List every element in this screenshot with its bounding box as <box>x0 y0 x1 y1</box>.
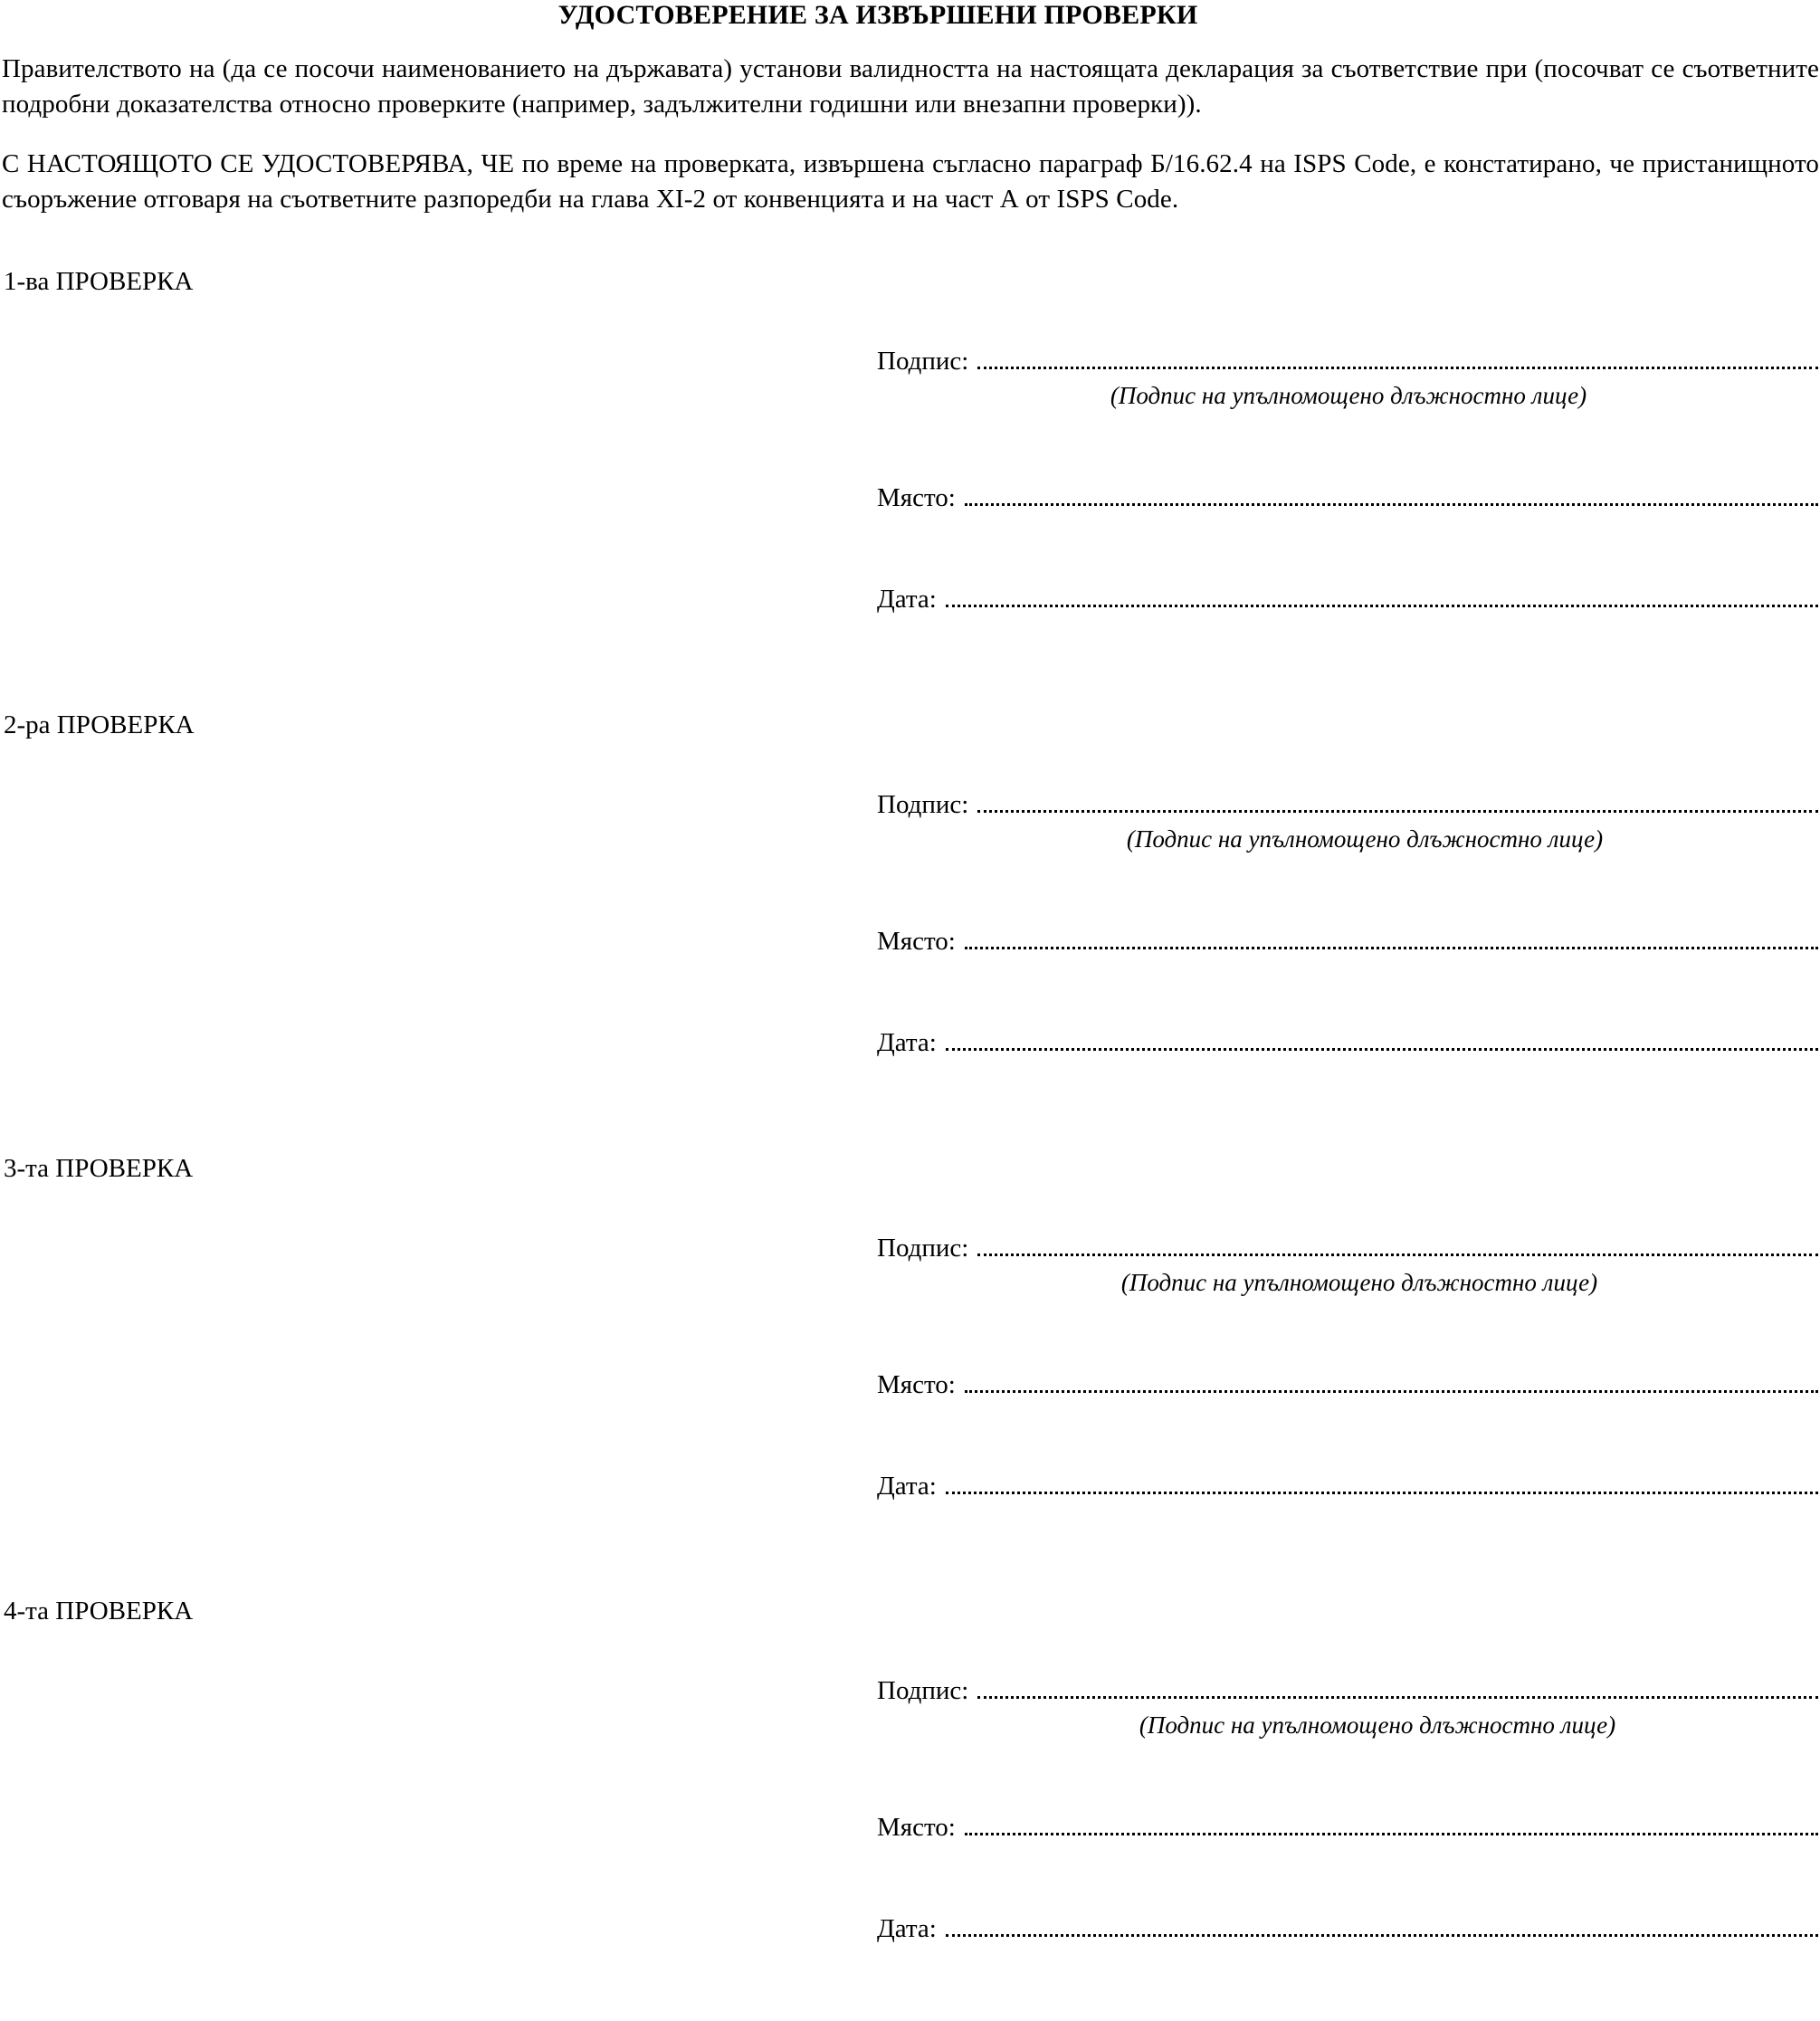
date-label: Дата: <box>877 1028 937 1057</box>
signature-caption: (Подпис на упълномощено длъжностно лице) <box>1139 1711 1616 1739</box>
date-field[interactable] <box>877 1470 1820 1501</box>
date-dotted-line[interactable] <box>946 1912 1818 1937</box>
place-label: Място: <box>877 1370 956 1399</box>
date-dotted-line[interactable] <box>946 1026 1818 1051</box>
signature-caption: (Подпис на упълномощено длъжностно лице) <box>1126 825 1604 853</box>
signature-field[interactable] <box>877 788 1820 820</box>
signature-dotted-line[interactable] <box>977 1232 1818 1256</box>
certification-paragraph: С НАСТОЯЩОТО СЕ УДОСТОВЕРЯВА, ЧЕ по време на проверката, извършена съгласно параграф Б/16.62.4 на ISPS Code, е констатирано, че пристанищното съоръжение отговаря на съответните разпоредби на глава XI-2 от конвенцията и на част А от ISPS Code. <box>2 149 1819 214</box>
inspection-heading: 4-та ПРОВЕРКА <box>4 1597 194 1625</box>
place-label: Място: <box>877 483 956 512</box>
place-field[interactable] <box>877 481 1820 513</box>
place-dotted-line[interactable] <box>965 1811 1818 1835</box>
place-field[interactable] <box>877 1811 1820 1843</box>
inspection-heading: 1-ва ПРОВЕРКА <box>4 267 194 296</box>
signature-dotted-line[interactable] <box>977 345 1818 369</box>
place-field[interactable] <box>877 925 1820 957</box>
date-dotted-line[interactable] <box>946 1470 1818 1494</box>
inspection-heading: 2-ра ПРОВЕРКА <box>4 710 195 739</box>
place-dotted-line[interactable] <box>965 1368 1818 1393</box>
date-field[interactable] <box>877 583 1820 615</box>
signature-label: Подпис: <box>877 1676 969 1705</box>
place-label: Място: <box>877 1813 956 1842</box>
signature-dotted-line[interactable] <box>977 788 1818 813</box>
place-dotted-line[interactable] <box>965 481 1818 506</box>
document-title: УДОСТОВЕРЕНИЕ ЗА ИЗВЪРШЕНИ ПРОВЕРКИ <box>557 0 1198 30</box>
date-label: Дата: <box>877 1472 937 1501</box>
place-field[interactable] <box>877 1368 1820 1400</box>
inspection-heading: 3-та ПРОВЕРКА <box>4 1154 194 1183</box>
signature-caption: (Подпис на упълномощено длъжностно лице) <box>1120 1269 1598 1296</box>
inspection-section-2 <box>0 710 1820 1135</box>
date-label: Дата: <box>877 1914 937 1943</box>
place-label: Място: <box>877 927 956 956</box>
place-dotted-line[interactable] <box>965 925 1818 949</box>
inspection-section-3 <box>0 1153 1820 1578</box>
signature-caption: (Подпис на упълномощено длъжностно лице) <box>1110 382 1587 409</box>
signature-label: Подпис: <box>877 790 969 819</box>
signature-label: Подпис: <box>877 1234 969 1263</box>
signature-label: Подпис: <box>877 347 969 376</box>
signature-field[interactable] <box>877 1232 1820 1263</box>
signature-field[interactable] <box>877 1674 1820 1706</box>
date-dotted-line[interactable] <box>946 583 1818 607</box>
inspection-section-1 <box>0 266 1820 691</box>
signature-field[interactable] <box>877 345 1820 377</box>
signature-dotted-line[interactable] <box>977 1674 1818 1699</box>
inspection-section-4 <box>0 1596 1820 2021</box>
date-label: Дата: <box>877 585 937 614</box>
date-field[interactable] <box>877 1026 1820 1058</box>
intro-paragraph: Правителството на (да се посочи наименованието на държавата) установи валидността на настоящата декларация за съответствие при (посочват се съответните подробни доказателства относно проверките (например, задължителни годишни или внезапни проверки)). <box>2 54 1819 119</box>
date-field[interactable] <box>877 1912 1820 1944</box>
